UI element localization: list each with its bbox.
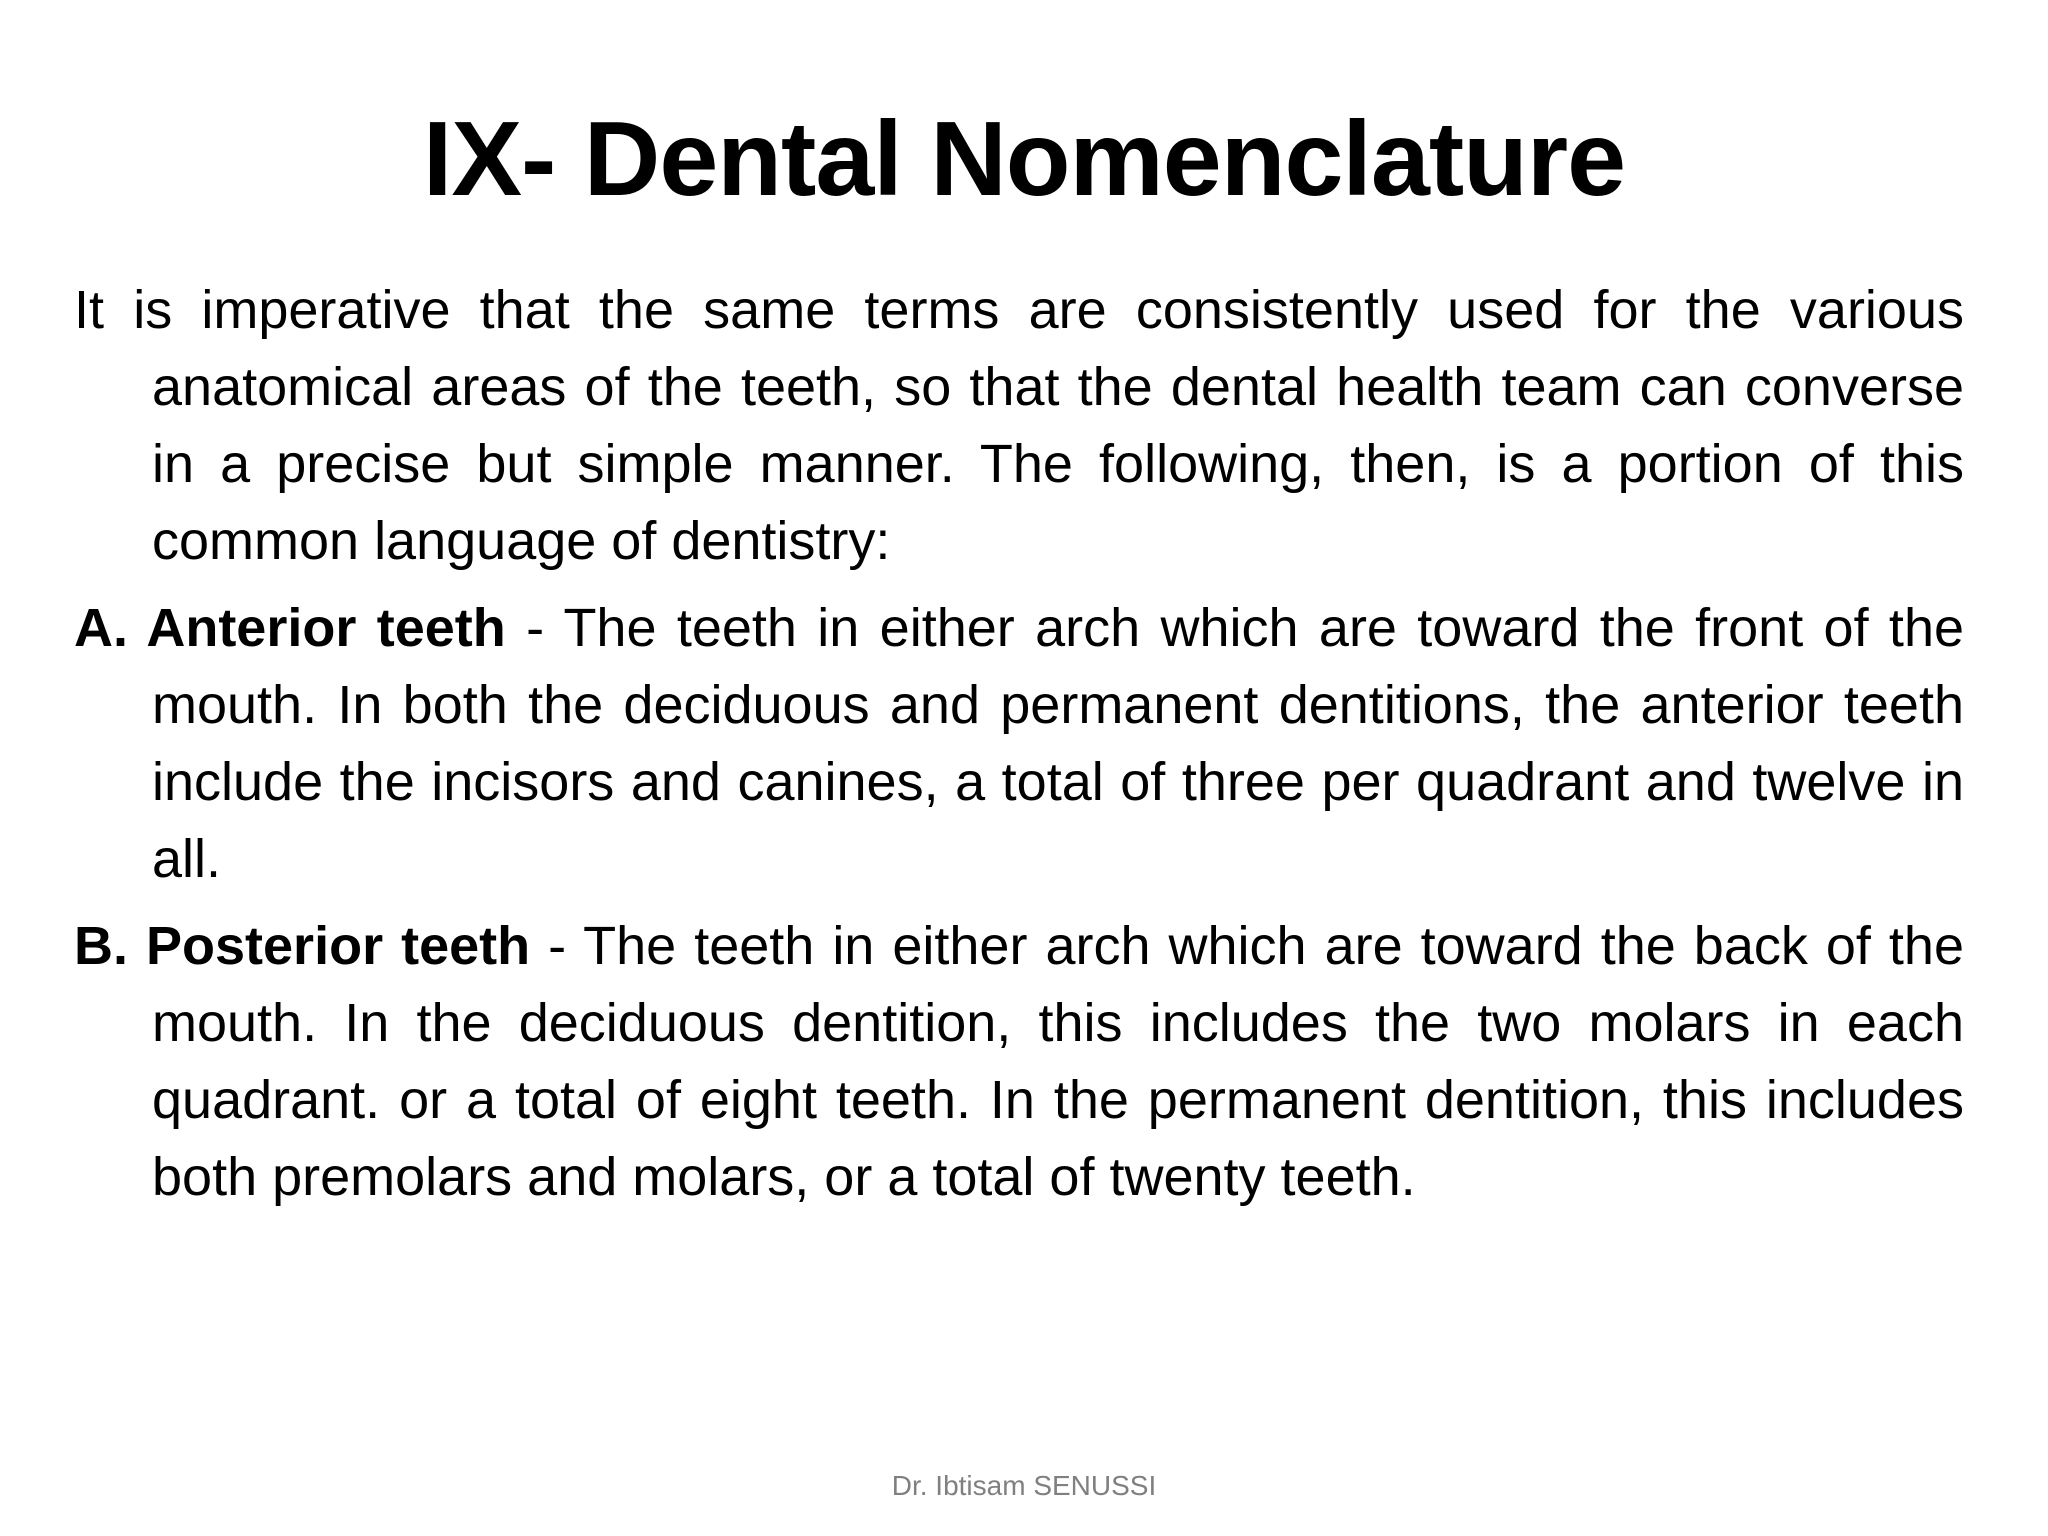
- intro-paragraph: It is imperative that the same terms are consistently used for the various anatomical areas of the teeth, so that the dental health team can converse in a precise but simple manner. The following, then, is a portion of this common language of dentistry:: [74, 280, 1964, 571]
- posterior-teeth-definition: [74, 908, 1964, 1216]
- footer-author: Dr. Ibtisam SENUSSI: [891, 1470, 1157, 1501]
- slide-body: [74, 272, 1964, 1226]
- posterior-teeth-text: - The teeth in either arch which are toward the back of the mouth. In the deciduous dentition, this includes the two molars in each quadrant. or a total of eight teeth. In the permanent dentition, this includes both premolars and molars, or a total of twenty teeth.: [152, 916, 1964, 1207]
- posterior-teeth-term: B. Posterior teeth: [74, 916, 531, 976]
- anterior-teeth-definition: [74, 590, 1964, 898]
- anterior-teeth-text: - The teeth in either arch which are toward the front of the mouth. In both the deciduous and permanent dentitions, the anterior teeth include the incisors and canines, a total of three per quadrant and twelve in all.: [152, 598, 1965, 889]
- slide-title: IX- Dental Nomenclature: [422, 100, 1626, 218]
- anterior-teeth-term: A. Anterior teeth: [74, 598, 506, 658]
